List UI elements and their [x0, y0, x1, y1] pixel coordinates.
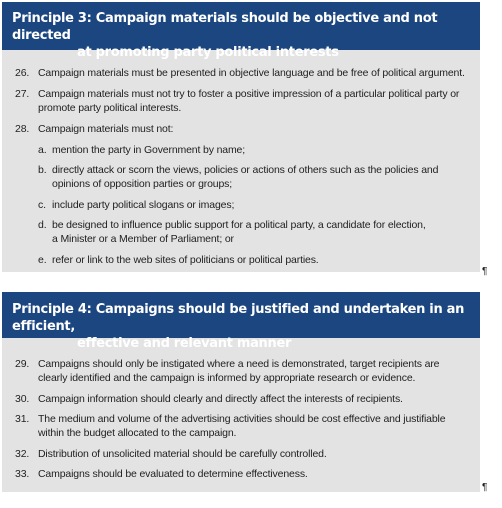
principle-3-title-line-1: Principle 3: Campaign materials should be objective and not directed — [12, 11, 438, 43]
item-text: within the budget allocated to the campaign. — [38, 427, 237, 439]
item-text: promote party political interests. — [38, 102, 182, 114]
principle-4-title-line-2: effective and relevant manner — [77, 336, 292, 351]
sub-item-letter: a. — [38, 144, 47, 156]
item-text: Campaign materials must not try to foster a positive impression of a particular political party or — [38, 88, 460, 100]
sub-item-text: mention the party in Government by name; — [52, 144, 246, 156]
item-text: Campaign materials must be presented in objective language and be free of political argument. — [38, 67, 465, 79]
sub-item-text: a Minister or a Member of Parliament; or — [52, 233, 234, 245]
item-text: Campaigns should be evaluated to determine effectiveness. — [38, 468, 308, 480]
principle-3-heading — [2, 2, 480, 60]
sub-item-letter: b. — [38, 164, 47, 176]
item-number: 26. — [15, 67, 30, 79]
principle-3-list — [2, 50, 480, 272]
sub-item-text: opinions of opposition parties or groups; — [52, 178, 233, 190]
item-number: 29. — [15, 358, 30, 370]
pilcrow-mark: ¶ — [482, 266, 488, 277]
item-text: Distribution of unsolicited material should be carefully controlled. — [38, 448, 327, 460]
sub-item-text: directly attack or scorn the views, policies or actions of others such as the policies and — [52, 164, 439, 176]
item-text: Campaigns should only be instigated where a need is demonstrated, target recipients are — [38, 358, 440, 370]
principle-4-box — [2, 292, 480, 492]
item-number: 28. — [15, 123, 30, 135]
pilcrow-mark: ¶ — [482, 482, 488, 493]
principle-3-title-line-2: at promoting party political interests — [77, 45, 339, 60]
sub-item-text: refer or link to the web sites of politicians or political parties. — [52, 254, 319, 266]
item-number: 27. — [15, 88, 30, 100]
item-number: 32. — [15, 448, 30, 460]
principle-4-list — [2, 338, 480, 492]
principle-4-heading — [2, 292, 480, 351]
principle-4-title-line-1: Principle 4: Campaigns should be justified and undertaken in an efficient, — [12, 302, 465, 334]
item-number: 31. — [15, 413, 30, 425]
item-number: 33. — [15, 468, 30, 480]
item-number: 30. — [15, 393, 30, 405]
principle-3-box — [2, 2, 480, 272]
sub-item-text: be designed to influence public support for a political party, a candidate for election, — [52, 219, 426, 231]
sub-item-letter: d. — [38, 219, 47, 231]
sub-item-text: include party political slogans or images; — [52, 199, 235, 211]
item-text: The medium and volume of the advertising activities should be cost effective and justifiable — [38, 413, 446, 425]
item-text: Campaign information should clearly and directly affect the interests of recipients. — [38, 393, 403, 405]
item-text: clearly identified and the campaign is informed by appropriate research or evidence. — [38, 372, 416, 384]
item-text: Campaign materials must not: — [38, 123, 174, 135]
sub-item-letter: e. — [38, 254, 47, 266]
sub-item-letter: c. — [38, 199, 46, 211]
